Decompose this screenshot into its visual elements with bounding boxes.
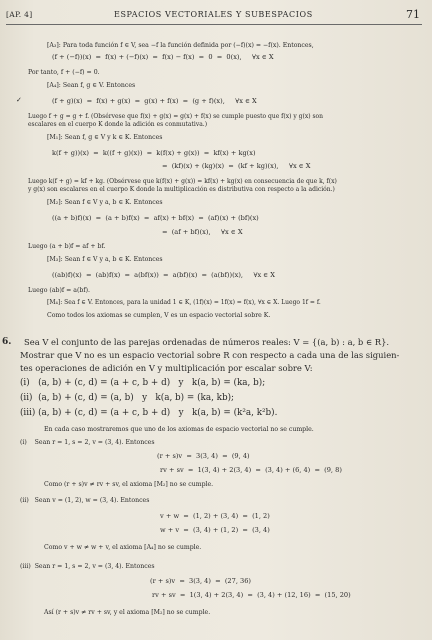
m2-statement: [M₂]: Sean f ∈ V y a, b ∈ K. Entonces xyxy=(47,199,163,206)
running-title: ESPACIOS VECTORIALES Y SUBESPACIOS xyxy=(114,10,313,19)
m2-equation-2: = (af + bf)(x), ∀x ∈ X xyxy=(162,228,243,236)
m1-equation-1: k(f + g))(x) = k((f + g)(x)) = k(f(x) + g(x)) = kf(x) + kg(x) xyxy=(52,149,256,157)
solution-intro: En cada caso mostraremos que uno de los axiomas de espacio vectorial no se cumple. xyxy=(44,426,314,433)
problem-statement-2: Mostrar que V no es un espacio vectorial sobre R con respecto a cada una de las siguien- xyxy=(20,350,400,360)
problem-statement-3: tes operaciones de adición en V y multiplicación por escalar sobre V: xyxy=(20,363,313,373)
problem-number: 6. xyxy=(2,337,12,347)
m2-equation-1: ((a + b)f)(x) = (a + b)f(x) = af(x) + bf(x) = (af)(x) + (bf)(x) xyxy=(52,214,259,222)
page-number: 71 xyxy=(406,8,420,21)
a3-conclusion: Por tanto, f + (−f) = 0. xyxy=(28,69,100,76)
a3-equation: (f + (−f))(x) = f(x) + (−f)(x) = f(x) − f(x) = 0 = 0(x), ∀x ∈ X xyxy=(52,53,274,61)
header-rule xyxy=(6,24,422,25)
case-i-equation-1: (r + s)v = 3(3, 4) = (9, 4) xyxy=(157,452,250,460)
problem-statement-1: Sea V el conjunto de las parejas ordenadas de números reales: V = {(a, b) : a, b ∈ R}. xyxy=(24,337,390,347)
case-iii-equation-2: rv + sv = 1(3, 4) + 2(3, 4) = (3, 4) + (12, 16) = (15, 20) xyxy=(152,591,351,599)
case-iii-conclusion: Así (r + s)v ≠ rv + sv, y el axioma [M₂] no se cumple. xyxy=(44,609,211,616)
margin-mark: ✓ xyxy=(16,96,22,104)
a4-remark-1: Luego f + g = g + f. (Obsérvese que f(x) + g(x) = g(x) + f(x) se cumple puesto que f(x) y g(x) son xyxy=(28,113,324,120)
m3-equation: ((ab)f)(x) = (ab)f(x) = a(bf(x)) = a(bf)(x) = (a(bf))(x), ∀x ∈ X xyxy=(52,271,275,279)
operation-i: (i) (a, b) + (c, d) = (a + c, b + d) y k(a, b) = (ka, b); xyxy=(20,378,266,388)
case-iii-setup: (iii) Sean r = 1, s = 2, v = (3, 4). Entonces xyxy=(20,563,155,570)
conclusion-text: Como todos los axiomas se cumplen, V es un espacio vectorial sobre K. xyxy=(47,312,271,319)
case-ii-setup: (ii) Sean v = (1, 2), w = (3, 4). Entonces xyxy=(20,497,150,504)
m2-conclusion: Luego (a + b)f = af + bf. xyxy=(28,243,106,250)
m3-statement: [M₃]: Sean f ∈ V y a, b ∈ K. Entonces xyxy=(47,256,163,263)
a4-statement: [A₄]: Sean f, g ∈ V. Entonces xyxy=(47,82,136,89)
m3-conclusion: Luego (ab)f = a(bf). xyxy=(28,287,91,294)
case-iii-equation-1: (r + s)v = 3(3, 4) = (27, 36) xyxy=(150,577,251,585)
m4-statement: [M₄]: Sea f ∈ V. Entonces, para la unidad 1 ∈ K, (1f)(x) = 1f(x) = f(x), ∀x ∈ X. Luego 1f = f. xyxy=(47,299,321,306)
case-i-setup: (i) Sean r = 1, s = 2, v = (3, 4). Entonces xyxy=(20,439,155,446)
case-i-equation-2: rv + sv = 1(3, 4) + 2(3, 4) = (3, 4) + (6, 4) = (9, 8) xyxy=(160,466,342,474)
chapter-label: [AP. 4] xyxy=(6,10,33,19)
operation-ii: (ii) (a, b) + (c, d) = (a, b) y k(a, b) = (ka, kb); xyxy=(20,393,235,403)
case-ii-conclusion: Como v + w ≠ w + v, el axioma [A₄] no se cumple. xyxy=(44,544,202,551)
m1-statement: [M₁]: Sean f, g ∈ V y k ∈ K. Entonces xyxy=(47,134,163,141)
page-header xyxy=(6,8,422,22)
m1-equation-2: = (kf)(x) + (kg)(x) = (kf + kg)(x), ∀x ∈ X xyxy=(162,162,311,170)
operation-iii: (iii) (a, b) + (c, d) = (a + c, b + d) y k(a, b) = (k²a, k²b). xyxy=(20,408,278,418)
a4-remark-2: escalares en el cuerpo K donde la adición es conmutativa.) xyxy=(28,121,208,128)
case-ii-equation-2: w + v = (3, 4) + (1, 2) = (3, 4) xyxy=(160,526,270,534)
case-i-conclusion: Como (r + s)v ≠ rv + sv, el axioma [M₂] no se cumple. xyxy=(44,481,214,488)
m1-remark-1: Luego k(f + g) = kf + kg. (Obsérvese que k(f(x) + g(x)) = kf(x) + kg(x) en consecuencia de que k, f(x) xyxy=(28,178,337,185)
a3-statement: [A₃]: Para toda función f ∈ V, sea −f la función definida por (−f)(x) = −f(x). Entonces, xyxy=(47,42,314,49)
a4-equation: (f + g)(x) = f(x) + g(x) = g(x) + f(x) = (g + f)(x), ∀x ∈ X xyxy=(52,97,257,105)
m1-remark-2: y g(x) son escalares en el cuerpo K donde la multiplicación es distributiva con respecto a la adición.) xyxy=(28,186,335,193)
case-ii-equation-1: v + w = (1, 2) + (3, 4) = (1, 2) xyxy=(160,512,270,520)
